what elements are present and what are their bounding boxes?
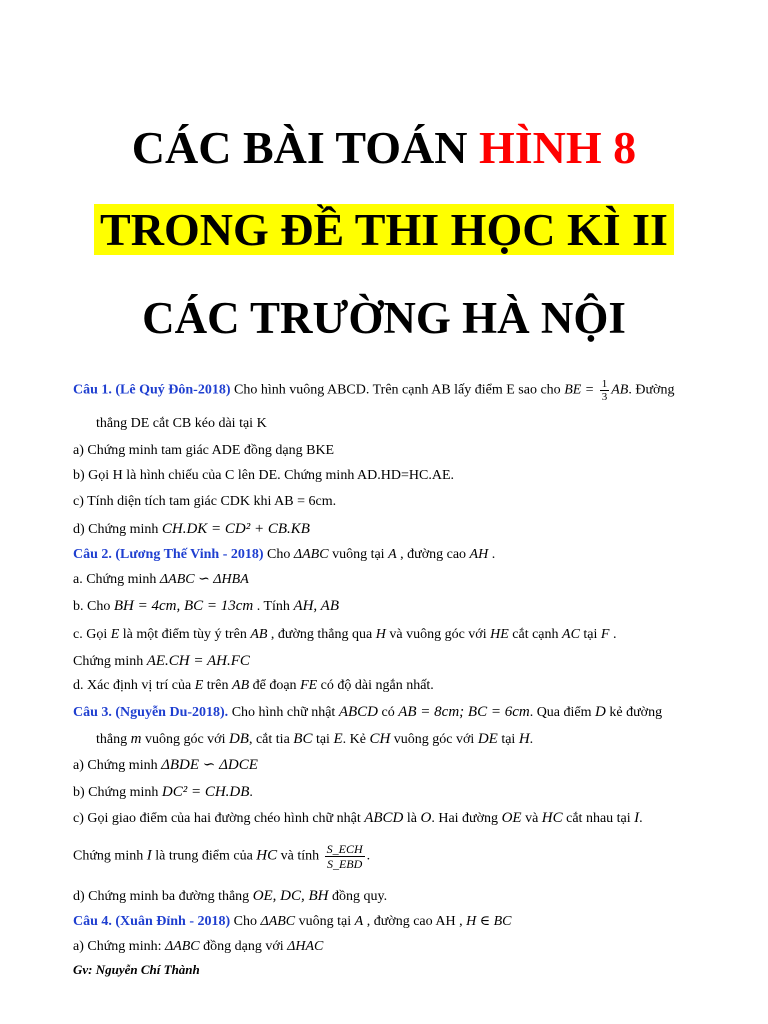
math: H (375, 627, 386, 642)
q3-part-d (73, 886, 387, 907)
q1-part-d (73, 519, 310, 540)
math: BE = (564, 382, 598, 398)
text: . (639, 811, 643, 826)
math: A (388, 547, 397, 562)
fraction (325, 842, 365, 871)
text: vuông tại (328, 547, 389, 562)
text: đồng quy. (328, 889, 388, 904)
text: Cho (263, 547, 294, 562)
text: là một điểm tùy ý trên (119, 627, 251, 642)
question-heading: Câu 4. (Xuân Đỉnh - 2018) (73, 914, 231, 929)
math: AH (469, 547, 489, 562)
q3-part-b (73, 782, 253, 803)
denominator: S_EBD (326, 857, 363, 871)
denominator: 3 (601, 391, 608, 403)
text: , đường cao AH , (363, 914, 467, 929)
math: H ∈ BC (466, 914, 512, 929)
text: . Đường (628, 382, 675, 398)
text: và tính (277, 848, 323, 864)
math: AH, AB (293, 598, 339, 614)
math: A (354, 914, 364, 929)
math: I (634, 810, 640, 826)
math: OE, DC, BH (252, 888, 329, 904)
math: ABCD (338, 704, 378, 720)
text: Cho (230, 914, 261, 929)
math: ΔABC (164, 939, 200, 954)
text: Cho hình chữ nhật (228, 705, 339, 720)
math: ΔABC (260, 914, 296, 929)
text: . (609, 627, 617, 642)
text: c. Gọi (73, 627, 111, 642)
math: FE (300, 678, 318, 693)
math: AB = 8cm; BC = 6cm (398, 704, 530, 720)
q3-line-2 (96, 729, 533, 750)
q3-line-1 (73, 702, 662, 723)
math: I (146, 847, 152, 864)
q4-line-1 (73, 912, 511, 932)
numerator: 1 (601, 378, 608, 390)
q2-part-c-cont (73, 651, 250, 672)
q1-part-b: b) Gọi H là hình chiếu của C lên DE. Chứng minh AD.HD=HC.AE. (73, 468, 454, 483)
math: ABCD (364, 810, 404, 826)
q1-line-1 (73, 378, 674, 403)
text: vuông góc với (141, 732, 229, 747)
question-heading: Câu 1. (Lê Quý Đôn-2018) (73, 382, 231, 398)
math: ΔBDE ∽ ΔDCE (161, 757, 258, 773)
q1-line-2: thẳng DE cắt CB kéo dài tại K (96, 416, 267, 431)
math: AB (611, 382, 629, 398)
q2-part-a (73, 570, 249, 590)
title-highlight-red: HÌNH 8 (479, 122, 637, 173)
numerator: S_ECH (326, 842, 363, 856)
text: a) Chứng minh: (73, 939, 165, 954)
text: vuông góc với (390, 732, 478, 747)
math: OE (501, 810, 522, 826)
math: DC² = CH.DB (161, 784, 250, 800)
text: Cho hình vuông ABCD. Trên cạnh AB lấy điểm E sao cho (230, 382, 565, 398)
text: . Kẻ (342, 732, 370, 747)
q1-part-c: c) Tính diện tích tam giác CDK khi AB = 6cm. (73, 494, 337, 509)
math: ΔABC (293, 547, 329, 562)
text: d) Chứng minh ba đường thẳng (73, 889, 253, 904)
math: DE (477, 731, 498, 747)
text: Chứng minh (73, 848, 147, 864)
math: CH (369, 731, 391, 747)
text: a. Chứng minh (73, 572, 160, 587)
text: , đường cao (396, 547, 470, 562)
math: ΔABC ∽ ΔHBA (159, 572, 249, 587)
title-line-2 (0, 202, 768, 258)
text: thẳng (96, 732, 131, 747)
q3-part-c-cont (73, 842, 370, 871)
math: D (595, 704, 606, 720)
math: AE.CH = AH.FC (146, 653, 250, 669)
text: . Qua điểm (529, 705, 596, 720)
text: b) Chứng minh (73, 785, 162, 800)
math: HC (256, 847, 278, 864)
text: . (488, 547, 496, 562)
text: b. Cho (73, 599, 114, 614)
math: HC (541, 810, 563, 826)
math: ΔHAC (287, 939, 324, 954)
text: , đường thẳng qua (267, 627, 376, 642)
title-line-1 (0, 120, 768, 176)
text: , cắt tia (248, 732, 294, 747)
math: HE (490, 627, 509, 642)
question-heading: Câu 3. (Nguyễn Du-2018). (73, 705, 229, 720)
q3-part-c (73, 808, 643, 829)
math: AB (232, 678, 250, 693)
text: tại (312, 732, 334, 747)
math: F (600, 627, 610, 642)
text: d) Chứng minh (73, 522, 162, 537)
q2-part-d (73, 676, 434, 696)
text: trên (203, 678, 233, 693)
question-heading: Câu 2. (Lương Thế Vinh - 2018) (73, 547, 264, 562)
math: CH.DK = CD² + CB.KB (161, 521, 310, 537)
text: cắt cạnh (508, 627, 563, 642)
math: BC (293, 731, 313, 747)
q4-part-a (73, 937, 323, 957)
text: Chứng minh (73, 654, 147, 669)
math: O (420, 810, 432, 826)
title-text: CÁC BÀI TOÁN (131, 122, 479, 173)
math: E (333, 731, 343, 747)
q2-part-c (73, 625, 616, 645)
math: m (130, 731, 142, 747)
text: có độ dài ngắn nhất. (317, 678, 434, 693)
math: DB (228, 731, 249, 747)
text: d. Xác định vị trí của (73, 678, 195, 693)
footer-author: Gv: Nguyễn Chí Thành (73, 962, 200, 977)
math: BH = 4cm, BC = 13cm (113, 598, 254, 614)
q3-part-a (73, 755, 258, 776)
text: vuông tại (295, 914, 355, 929)
text: c) Gọi giao điểm của hai đường chéo hình chữ nhật (73, 811, 365, 826)
math: AC (562, 627, 580, 642)
title-highlight-yellow: TRONG ĐỀ THI HỌC KÌ II (94, 204, 674, 255)
q2-part-b (73, 596, 339, 617)
math: E (110, 627, 120, 642)
q2-line-1 (73, 545, 495, 565)
q1-part-a: a) Chứng minh tam giác ADE đồng dạng BKE (73, 443, 335, 458)
text: cắt nhau tại (562, 811, 635, 826)
text: a) Chứng minh (73, 758, 162, 773)
text: tại (579, 627, 601, 642)
math: E (194, 678, 204, 693)
text: và vuông góc với (385, 627, 491, 642)
title-line-3: CÁC TRƯỜNG HÀ NỘI (142, 293, 626, 343)
text: . (249, 785, 253, 800)
text: . Tính (253, 599, 294, 614)
text: . (366, 848, 371, 864)
text: và (521, 811, 542, 826)
text: là trung điểm của (151, 848, 257, 864)
text: để đoạn (249, 678, 301, 693)
text: có (378, 705, 399, 720)
text: . Hai đường (431, 811, 502, 826)
text: là (403, 811, 421, 826)
math: AB (250, 627, 268, 642)
text: tại (497, 732, 519, 747)
text: . (529, 732, 534, 747)
math: H (518, 731, 530, 747)
text: đồng dạng với (199, 939, 288, 954)
fraction (600, 378, 610, 403)
text: kẻ đường (605, 705, 663, 720)
